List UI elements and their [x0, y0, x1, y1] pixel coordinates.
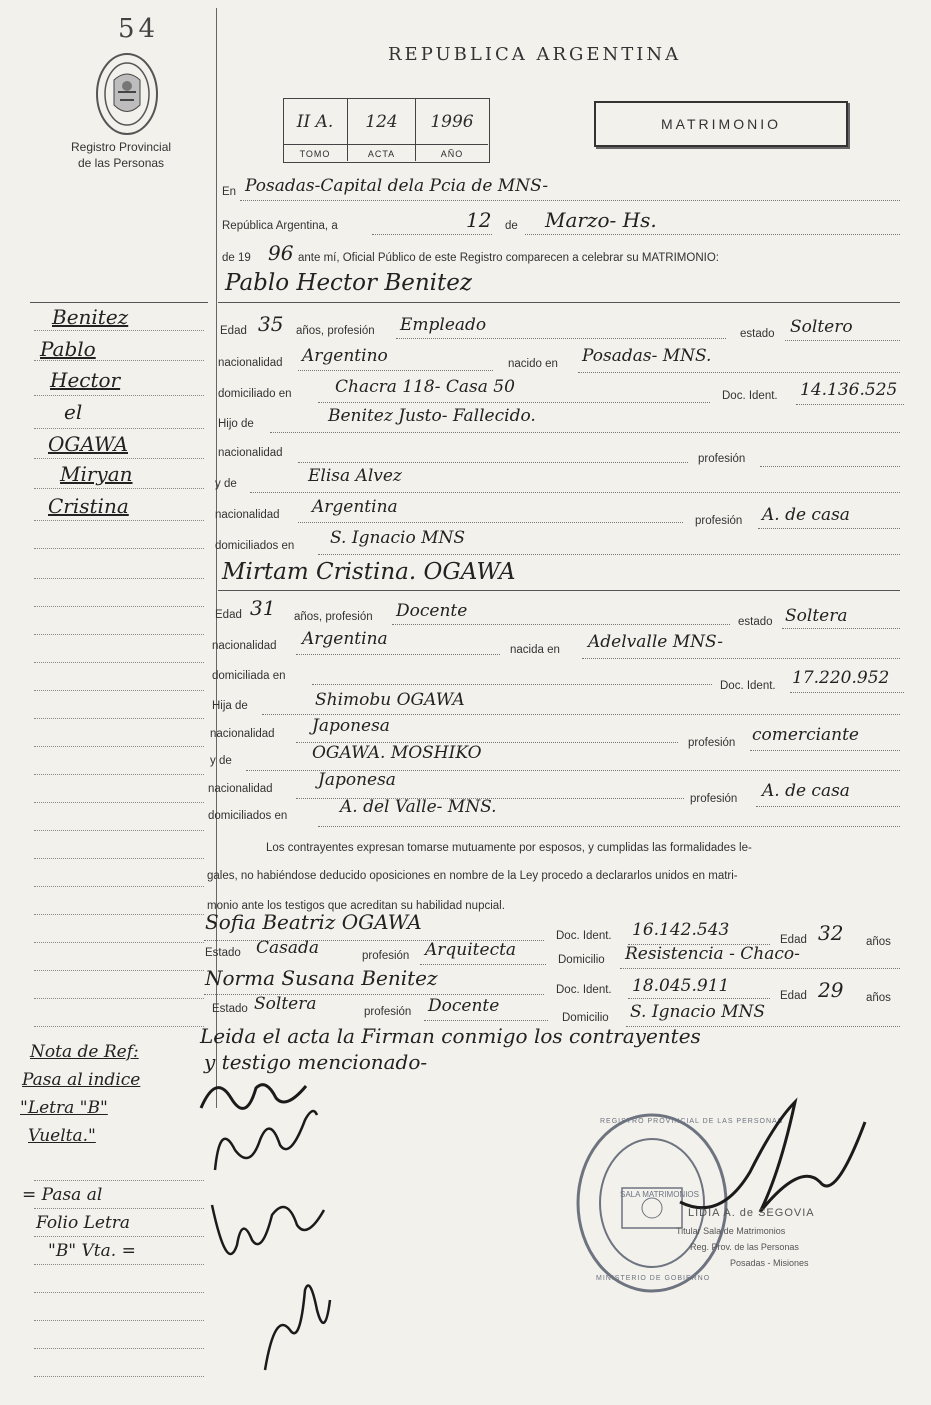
groom-birthplace: Posadas- MNS. — [582, 346, 712, 366]
groom-mother-prof: A. de casa — [762, 505, 850, 525]
seal-inner-text: SALA MATRIMONIOS — [620, 1190, 699, 1199]
bride-nacionalidad-label: nacionalidad — [212, 640, 277, 652]
margin-name-4: el — [64, 400, 83, 424]
month-value: Marzo- Hs. — [545, 208, 657, 232]
groom-parents-dom-label: domiciliados en — [215, 540, 295, 552]
bride-nationality: Argentina — [302, 629, 388, 649]
witness1-domicilio-label: Domicilio — [558, 954, 605, 966]
groom-full-name: Pablo Hector Benitez — [225, 270, 472, 296]
bride-parents-dom: A. del Valle- MNS. — [340, 797, 497, 817]
intro-statement: ante mí, Oficial Público de este Registro comparecen a celebrar su MATRIMONIO: — [298, 252, 719, 264]
seal-ring-text: REGISTRO PROVINCIAL DE LAS PERSONAS — [600, 1118, 784, 1125]
bride-father: Shimobu OGAWA — [315, 690, 465, 710]
ano-value: 1996 — [430, 112, 474, 132]
margin-note1-line-1: Nota de Ref: — [30, 1042, 139, 1062]
margin-name-1: Benitez — [52, 305, 129, 329]
bride-edad-label: Edad — [215, 609, 242, 621]
page-number: 54 — [118, 14, 160, 44]
witness1-doc-label: Doc. Ident. — [556, 930, 612, 942]
witness1-profession: Arquitecta — [425, 940, 517, 960]
bride-father-nat: Japonesa — [312, 716, 390, 736]
closing-line-2: y testigo mencionado- — [204, 1050, 428, 1074]
groom-profession: Empleado — [400, 315, 487, 335]
acta-label: ACTA — [367, 149, 396, 159]
coat-of-arms-icon — [94, 50, 160, 136]
groom-hijo-label: Hijo de — [218, 418, 254, 430]
ano-label: AÑO — [440, 149, 464, 159]
groom-mother-nat-label: nacionalidad — [215, 509, 280, 521]
bride-full-name: Mirtam Cristina. OGAWA — [222, 559, 516, 585]
witness1-address: Resistencia - Chaco- — [625, 944, 800, 964]
groom-edad-label: Edad — [220, 325, 247, 337]
margin-name-3: Hector — [50, 368, 121, 392]
bride-mother-nat: Japonesa — [318, 770, 396, 790]
groom-domicilio-label: domiciliado en — [218, 388, 292, 400]
bride-mother-nat-label: nacionalidad — [208, 783, 273, 795]
ano-cell — [416, 98, 488, 161]
bride-domicilio-label: domiciliada en — [212, 670, 286, 682]
groom-mother-prof-label: profesión — [695, 515, 743, 527]
margin-name-2: Pablo — [40, 337, 96, 361]
declaration-line-2: gales, no habiéndose deducido oposiciones en nombre de la Ley procedo a declararlos unidos en matri- — [207, 870, 738, 882]
margin-name-6: Miryan — [60, 462, 133, 486]
bride-estado-label: estado — [738, 616, 773, 628]
act-type-label: MATRIMONIO — [661, 116, 781, 132]
margin-note1-line-2: Pasa al indice — [22, 1070, 141, 1090]
witness2-name: Norma Susana Benitez — [205, 966, 438, 990]
bride-nacida-label: nacida en — [510, 644, 560, 656]
year-suffix: 96 — [268, 241, 294, 265]
issuer-line-2: de las Personas — [78, 156, 165, 170]
bride-anos-profesion-label: años, profesión — [294, 611, 373, 623]
tomo-label: TOMO — [299, 149, 331, 159]
groom-father-prof-label: profesión — [698, 453, 746, 465]
witness1-doc: 16.142.543 — [632, 920, 730, 940]
groom-parents-dom: S. Ignacio MNS — [330, 528, 466, 548]
closing-line-1: Leida el acta la Firman conmigo los contrayentes — [200, 1024, 701, 1048]
bride-age: 31 — [250, 596, 276, 620]
groom-anos-profesion-label: años, profesión — [296, 325, 375, 337]
official-title-3: Posadas - Misiones — [730, 1258, 809, 1268]
official-title-2: Reg. Prov. de las Personas — [690, 1242, 799, 1252]
acta-cell — [348, 98, 416, 161]
witness2-domicilio-label: Domicilio — [562, 1012, 609, 1024]
witness2-age: 29 — [818, 978, 844, 1002]
witness2-doc: 18.045.911 — [632, 976, 730, 996]
issuer-line-1: Registro Provincial — [71, 140, 172, 154]
bride-y-de-label: y de — [210, 755, 232, 767]
bride-father-nat-label: nacionalidad — [210, 728, 275, 740]
witness2-address: S. Ignacio MNS — [630, 1002, 766, 1022]
declaration-line-1: Los contrayentes expresan tomarse mutuamente por esposos, y cumplidas las formalidades le- — [266, 842, 752, 854]
margin-note2-line-3: "B" Vta. = — [48, 1241, 136, 1261]
margin-name-7: Cristina — [48, 494, 129, 518]
witness2-anos-label: años — [866, 992, 891, 1004]
act-type-box — [594, 101, 848, 147]
seal-ministry-text: MINISTERIO DE GOBIERNO — [596, 1275, 711, 1282]
witness2-edad-label: Edad — [780, 990, 807, 1002]
groom-doc: 14.136.525 — [800, 380, 898, 400]
groom-mother-nat: Argentina — [312, 497, 398, 517]
de-label: de — [505, 220, 518, 232]
witness1-profesion-label: profesión — [362, 950, 410, 962]
signature-bride — [205, 1100, 325, 1180]
groom-nationality: Argentino — [302, 346, 388, 366]
groom-nacionalidad-label: nacionalidad — [218, 357, 283, 369]
signature-witness-2 — [255, 1270, 335, 1380]
year-prefix: de 19 — [222, 252, 251, 264]
margin-note2-line-1: = Pasa al — [22, 1185, 103, 1205]
groom-father-nat-label: nacionalidad — [218, 447, 283, 459]
declaration-line-3: monio ante los testigos que acreditan su habilidad nupcial. — [207, 900, 505, 912]
margin-note2-line-2: Folio Letra — [36, 1213, 131, 1233]
bride-mother-prof-label: profesión — [690, 793, 738, 805]
witness2-estado-label: Estado — [212, 1003, 248, 1015]
bride-father-prof: comerciante — [752, 725, 859, 745]
groom-age: 35 — [258, 312, 284, 336]
groom-address: Chacra 118- Casa 50 — [335, 377, 515, 397]
margin-name-5: OGAWA — [48, 432, 129, 456]
place-value: Posadas-Capital dela Pcia de MNS- — [245, 176, 549, 196]
official-title-1: Titular Sala de Matrimonios — [676, 1226, 786, 1236]
tomo-cell — [283, 98, 348, 161]
groom-estado-label: estado — [740, 328, 775, 340]
acta-value: 124 — [365, 112, 398, 132]
witness2-doc-label: Doc. Ident. — [556, 984, 612, 996]
margin-note1-line-3: "Letra "B" — [20, 1098, 108, 1118]
groom-father: Benitez Justo- Fallecido. — [328, 406, 536, 426]
country-heading: REPUBLICA ARGENTINA — [388, 44, 682, 65]
witness2-civil-state: Soltera — [254, 994, 317, 1014]
bride-mother-prof: A. de casa — [762, 781, 850, 801]
official-signature — [660, 1092, 880, 1242]
bride-hija-label: Hija de — [212, 700, 248, 712]
groom-civil-state: Soltero — [790, 317, 853, 337]
bride-civil-state: Soltera — [785, 606, 848, 626]
groom-doc-label: Doc. Ident. — [722, 390, 778, 402]
witness2-profesion-label: profesión — [364, 1006, 412, 1018]
bride-profession: Docente — [396, 601, 468, 621]
witness1-edad-label: Edad — [780, 934, 807, 946]
record-box-caption-rule — [283, 144, 488, 145]
witness1-civil-state: Casada — [256, 938, 320, 958]
groom-nacido-label: nacido en — [508, 358, 558, 370]
bride-doc: 17.220.952 — [792, 668, 890, 688]
republica-label: República Argentina, a — [222, 220, 338, 232]
bride-parents-dom-label: domiciliados en — [208, 810, 288, 822]
tomo-value: II A. — [296, 112, 334, 132]
witness1-estado-label: Estado — [205, 947, 241, 959]
groom-y-de-label: y de — [215, 478, 237, 490]
bride-doc-label: Doc. Ident. — [720, 680, 776, 692]
bride-birthplace: Adelvalle MNS- — [588, 632, 724, 652]
bride-mother: OGAWA. MOSHIKO — [312, 743, 482, 763]
groom-mother: Elisa Alvez — [308, 466, 402, 486]
witness1-name: Sofia Beatriz OGAWA — [205, 910, 422, 934]
witness1-anos-label: años — [866, 936, 891, 948]
en-label: En — [222, 186, 237, 198]
day-value: 12 — [466, 208, 492, 232]
margin-note1-line-4: Vuelta." — [28, 1126, 96, 1146]
bride-father-prof-label: profesión — [688, 737, 736, 749]
official-name: LIDIA A. de SEGOVIA — [688, 1207, 815, 1219]
witness1-age: 32 — [818, 921, 844, 945]
witness2-profession: Docente — [428, 996, 500, 1016]
